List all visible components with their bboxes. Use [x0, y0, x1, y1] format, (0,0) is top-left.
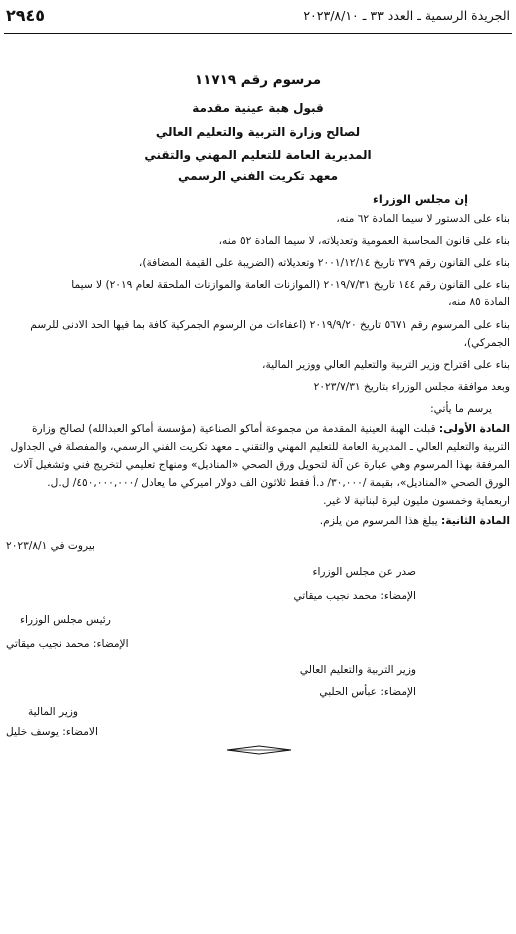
decree-title-line-1: قبول هبة عينية مقدمة [192, 101, 324, 115]
decrees-statement: يرسم ما يأتي: [430, 403, 492, 415]
preamble-line: بناء على القانون رقم ١٤٤ تاريخ ٢٠١٩/٧/٣١ (الموازنات العامة والموازنات الملحقة لعام ٢٠١٩) لا سيما [71, 279, 510, 291]
page-number: ٢٩٤٥ [6, 6, 46, 25]
finance-minister-signature: الامضاء: يوسف خليل [6, 726, 98, 738]
pm-title: رئيس مجلس الوزراء [20, 614, 111, 626]
preamble-line: وبعد موافقة مجلس الوزراء بتاريخ ٢٠٢٣/٧/٣١ [313, 381, 510, 393]
header-divider [4, 33, 512, 34]
education-minister-signature: الإمضاء: عبأس الحلبي [319, 686, 416, 698]
decree-number: مرسوم رقم ١١٧١٩ [194, 72, 322, 88]
education-minister-title: وزير التربية والتعليم العالي [299, 664, 416, 676]
article-1-text: قبلت الهبة العينية المقدمة من مجموعة أماكو الصناعية (مؤسسة أماكو العبدالله) لصالح وزارة [31, 423, 436, 435]
gazette-title: الجريدة الرسمية ـ العدد ٣٣ ـ ٢٠٢٣/٨/١٠ [303, 8, 510, 23]
end-ornament-icon [226, 745, 292, 755]
pm-signature: الإمضاء: محمد نجيب ميقاتي [6, 638, 129, 650]
article-2-text: يبلغ هذا المرسوم من يلزم. [319, 515, 438, 527]
article-1-line: التربية والتعليم العالي ـ المديرية العامة للتعليم المهني والتقني ـ معهد تكريت الفني الرسمي، والمفصلة في الجداول [10, 441, 510, 453]
page-header [0, 6, 516, 32]
article-1-first-line [6, 422, 510, 436]
preamble-line: بناء على اقتراح وزير التربية والتعليم العالي ووزير المالية، [262, 359, 510, 371]
preamble-line: بناء على قانون المحاسبة العمومية وتعديلاته، لا سيما المادة ٥٢ منه، [218, 235, 510, 247]
preamble-line: بناء على المرسوم رقم ٥٦٧١ تاريخ ٢٠١٩/٩/٢٠ (اعفاءات من الرسوم الجمركية كافة بما فيها الحد الادنى للرسم [30, 319, 510, 331]
preamble-line: بناء على الدستور لا سيما المادة ٦٢ منه، [336, 213, 510, 225]
signature-cabinet: الإمضاء: محمد نجيب ميقاتي [293, 590, 416, 602]
preamble-line: الجمركي)، [463, 337, 510, 349]
preamble-opener: إن مجلس الوزراء [373, 193, 468, 206]
decree-title-line-4: معهد تكريت الفني الرسمي [177, 169, 339, 183]
article-2-label: المادة الثانية: [441, 515, 510, 527]
place-and-date: بيروت في ٢٠٢٣/٨/١ [6, 540, 95, 552]
preamble-line: المادة ٨٥ منه، [448, 296, 510, 308]
finance-minister-title: وزير المالية [28, 706, 79, 718]
article-1-line: المرفقة بهذا المرسوم وهي عبارة عن آلة لتحويل ورق الصحي «المناديل» ومنهاج تعليمي لتخريج فني وتشغيل آلات [13, 459, 510, 471]
article-2 [320, 514, 510, 528]
decree-title-line-3: المديرية العامة للتعليم المهني والتقني [144, 148, 372, 162]
preamble-line: بناء على القانون رقم ٣٧٩ تاريخ ٢٠٠١/١٢/١٤ وتعديلاته (الضريبة على القيمة المضافة)، [138, 257, 510, 269]
issued-by: صدر عن مجلس الوزراء [312, 566, 416, 578]
article-1-label: المادة الأولى: [438, 423, 510, 435]
decree-title-line-2: لصالح وزارة التربية والتعليم العالي [155, 125, 361, 139]
article-1-line: اربعماية وخمسون مليون ليرة لبنانية لا غير. [323, 495, 510, 507]
article-1-line: الورق الصحي «المناديل»، بقيمة /٣٠,٠٠٠/ د.أ فقط ثلاثون الف دولار اميركي ما يعادل /٤٥٠,٠٠٠,٠٠٠/ ل.ل. [47, 477, 510, 489]
